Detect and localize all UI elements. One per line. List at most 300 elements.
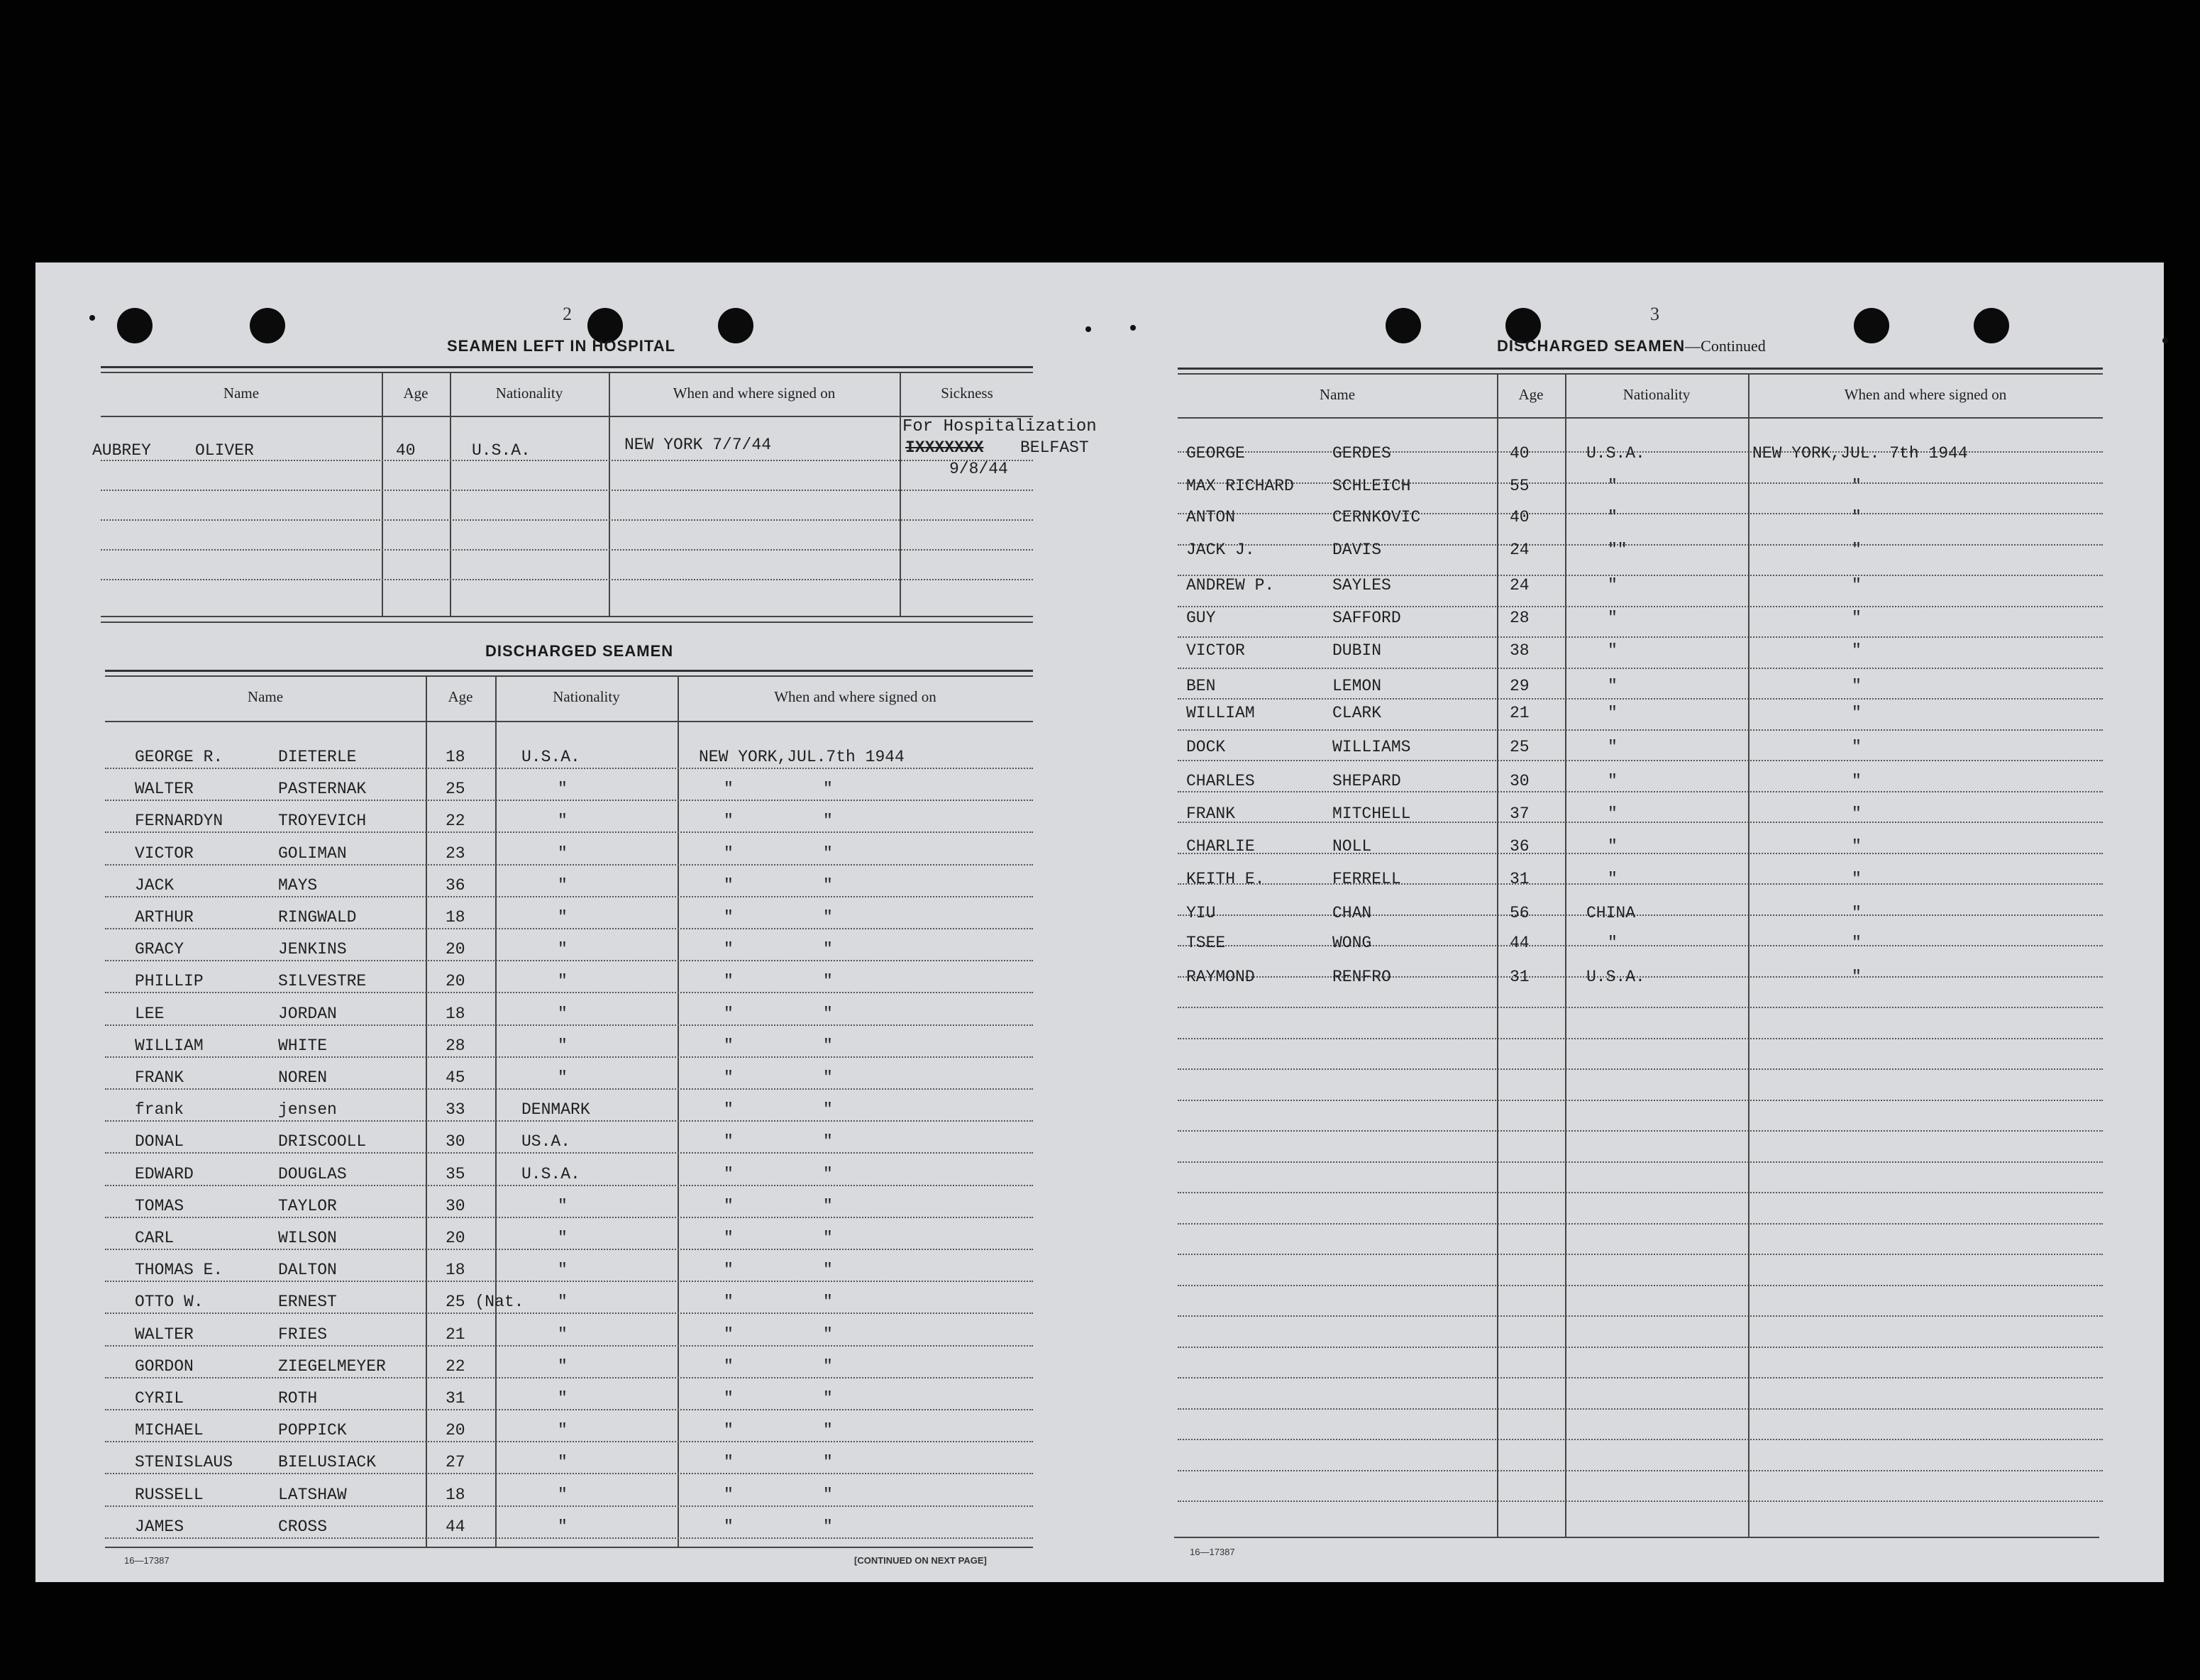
seaman-age: 23 <box>446 844 465 863</box>
row-line <box>105 1537 1033 1539</box>
signed-on: " <box>724 780 734 799</box>
signed-on: " <box>724 1068 734 1087</box>
row-line <box>1178 822 2103 823</box>
seaman-first-name: VICTOR <box>135 844 194 863</box>
signed-on-ditto: " <box>823 780 833 799</box>
seaman-nationality: " <box>558 908 568 927</box>
seaman-last-name: CERNKOVIC <box>1332 508 1421 526</box>
seaman-first-name: WALTER <box>135 1325 194 1344</box>
row-line <box>105 992 1033 993</box>
seaman-nationality: " <box>1608 704 1618 722</box>
seaman-first-name: BEN <box>1186 677 1216 695</box>
seaman-first-name: GEORGE R. <box>135 748 223 766</box>
row-line <box>105 1473 1033 1474</box>
signed-on: " <box>724 1485 734 1504</box>
seaman-first-name: ANDREW P. <box>1186 576 1275 595</box>
table-rule <box>105 670 1033 672</box>
signed-on-ditto: " <box>823 1421 833 1440</box>
seaman-nationality: " <box>558 1485 568 1504</box>
section-title-text: DISCHARGED SEAMEN <box>1497 337 1686 355</box>
signed-on-ditto: " <box>823 812 833 831</box>
seaman-age: 30 <box>446 1196 465 1215</box>
seaman-last-name: GOLIMAN <box>278 844 347 863</box>
seaman-last-name: DOUGLAS <box>278 1164 347 1183</box>
signed-on: " <box>1852 508 1862 526</box>
row-line <box>1178 668 2103 669</box>
signed-on-ditto: " <box>823 1389 833 1408</box>
seaman-age: 21 <box>1510 704 1530 722</box>
seaman-nationality: " <box>558 1453 568 1472</box>
row-line <box>1178 791 2103 792</box>
signed-on: " <box>1852 805 1862 823</box>
row-line <box>105 831 1033 833</box>
seaman-age: 20 <box>446 1229 465 1247</box>
column-divider <box>495 675 497 1547</box>
seaman-age: 35 <box>446 1164 465 1183</box>
column-divider <box>1565 373 1566 1537</box>
seaman-first-name: FRANK <box>135 1068 184 1087</box>
punch-hole <box>718 308 753 343</box>
row-line <box>105 1409 1033 1410</box>
seaman-last-name: DUBIN <box>1332 641 1382 660</box>
signed-on: " <box>724 1229 734 1247</box>
seaman-first-name: FERNARDYN <box>135 812 223 831</box>
row-line <box>1178 606 2103 607</box>
seaman-first-name: frank <box>135 1100 184 1120</box>
seaman-nationality: U.S.A. <box>472 441 531 460</box>
signed-on-ditto: " <box>823 1164 833 1183</box>
page-number: 3 <box>1650 304 1659 324</box>
signed-on-ditto: " <box>823 972 833 991</box>
sickness-place: BELFAST <box>1020 438 1089 457</box>
seaman-last-name: RINGWALD <box>278 908 357 927</box>
punch-hole <box>117 308 153 343</box>
seaman-first-name: DONAL <box>135 1132 184 1151</box>
table-rule <box>1174 1537 2099 1538</box>
row-line <box>105 960 1033 961</box>
seaman-age: 30 <box>446 1132 465 1151</box>
seaman-last-name: WILSON <box>278 1229 337 1247</box>
column-divider <box>1497 373 1498 1537</box>
seaman-age: 22 <box>446 812 465 831</box>
seaman-age: 45 <box>446 1068 465 1087</box>
seaman-last-name: DRISCOOLL <box>278 1132 367 1151</box>
seaman-age: 18 <box>446 1004 465 1023</box>
seaman-nationality: " <box>558 1036 568 1055</box>
seaman-age: 40 <box>1510 444 1530 463</box>
row-line <box>1178 1068 2103 1070</box>
seaman-last-name: WONG <box>1332 934 1372 952</box>
seaman-first-name: RUSSELL <box>135 1485 204 1504</box>
row-line <box>105 1024 1033 1026</box>
seaman-first-name: CARL <box>135 1229 175 1247</box>
signed-on: " <box>1852 904 1862 922</box>
table-rule <box>101 366 1033 368</box>
table-rule <box>105 675 1033 677</box>
seaman-nationality: U.S.A. <box>1586 968 1645 986</box>
seaman-nationality: " <box>558 1517 568 1536</box>
column-header: Nationality <box>495 385 563 402</box>
seaman-last-name: JENKINS <box>278 940 347 959</box>
seaman-first-name: ANTON <box>1186 508 1236 526</box>
section-title-suffix: —Continued <box>1685 337 1766 355</box>
table-rule <box>1178 417 2103 419</box>
row-line <box>1178 1408 2103 1410</box>
row-line <box>105 1056 1033 1058</box>
seaman-age: 22 <box>446 1356 465 1376</box>
row-line <box>105 1441 1033 1442</box>
seaman-first-name: RAYMOND <box>1186 968 1255 986</box>
signed-on-ditto: " <box>823 1036 833 1055</box>
seaman-age: 27 <box>446 1453 465 1472</box>
row-line <box>101 519 1033 521</box>
seaman-age: 24 <box>1510 541 1530 559</box>
signed-on: " <box>724 1389 734 1408</box>
signed-on-ditto: " <box>823 1517 833 1536</box>
section-title: DISCHARGED SEAMEN <box>485 642 674 660</box>
row-line <box>105 1088 1033 1090</box>
row-line <box>1178 853 2103 854</box>
seaman-nationality: " <box>558 1261 568 1280</box>
signed-on: " <box>724 908 734 927</box>
row-line <box>1178 729 2103 731</box>
ink-speck <box>1085 326 1091 332</box>
signed-on: " <box>1852 968 1862 986</box>
row-line <box>105 1377 1033 1378</box>
signed-on: " <box>1852 738 1862 756</box>
seaman-last-name: LATSHAW <box>278 1485 347 1504</box>
row-line <box>1178 513 2103 514</box>
seaman-last-name: CHAN <box>1332 904 1372 922</box>
punch-hole <box>1854 308 1889 343</box>
signed-on-ditto: " <box>823 1068 833 1087</box>
seaman-last-name: WHITE <box>278 1036 328 1055</box>
row-line <box>1178 482 2103 484</box>
seaman-last-name: MAYS <box>278 875 318 895</box>
seaman-age: 55 <box>1510 477 1530 495</box>
punch-hole <box>1386 308 1421 343</box>
column-header: Age <box>1518 386 1544 403</box>
sickness-text: For Hospitalization <box>902 417 1097 436</box>
seaman-first-name: VICTOR <box>1186 641 1245 660</box>
seaman-nationality: " <box>558 812 568 831</box>
signed-on: " <box>724 1164 734 1183</box>
seaman-age: 33 <box>446 1100 465 1120</box>
seaman-nationality: " <box>1608 738 1618 756</box>
seaman-age: 20 <box>446 940 465 959</box>
seaman-first-name: OTTO W. <box>135 1293 204 1312</box>
row-line <box>1178 1100 2103 1101</box>
seaman-last-name: FRIES <box>278 1325 328 1344</box>
seaman-age: 44 <box>446 1517 465 1536</box>
row-line <box>105 1217 1033 1218</box>
row-line <box>1178 1315 2103 1317</box>
seaman-last-name: ROTH <box>278 1389 318 1408</box>
row-line <box>1178 1007 2103 1008</box>
table-rule <box>101 372 1033 373</box>
seaman-last-name: jensen <box>278 1100 337 1120</box>
seaman-nationality: "" <box>1608 541 1627 559</box>
seaman-age: 36 <box>446 875 465 895</box>
signed-on-ditto: " <box>823 1356 833 1376</box>
row-line <box>101 460 1033 461</box>
seaman-first-name: LEE <box>135 1004 165 1023</box>
signed-on-ditto: " <box>823 1229 833 1247</box>
signed-on: " <box>724 1036 734 1055</box>
seaman-last-name: JORDAN <box>278 1004 337 1023</box>
seaman-first-name: JACK <box>135 875 175 895</box>
row-line <box>1178 1161 2103 1163</box>
seaman-nationality: " <box>1608 641 1618 660</box>
signed-on-ditto: " <box>823 1293 833 1312</box>
row-line <box>1178 945 2103 946</box>
sickness-struck-text: IXXXXXXX <box>905 438 984 457</box>
row-line <box>1178 1285 2103 1286</box>
seaman-nationality: " <box>558 1068 568 1087</box>
column-header: Age <box>403 385 429 402</box>
seaman-last-name: LEMON <box>1332 677 1382 695</box>
row-line <box>1178 914 2103 916</box>
seaman-first-name: THOMAS E. <box>135 1261 223 1280</box>
signed-on: NEW YORK,JUL. 7th 1944 <box>1752 444 1968 463</box>
signed-on: " <box>1852 609 1862 627</box>
seaman-last-name: ERNEST <box>278 1293 337 1312</box>
seaman-last-name: TAYLOR <box>278 1196 337 1215</box>
seaman-age: 31 <box>1510 870 1530 888</box>
signed-on-ditto: " <box>823 844 833 863</box>
seaman-first-name: EDWARD <box>135 1164 194 1183</box>
signed-on: " <box>1852 837 1862 856</box>
column-header: Age <box>448 688 473 705</box>
signed-on-ditto: " <box>823 1004 833 1023</box>
column-header: When and where signed on <box>673 385 836 402</box>
table-rule <box>101 621 1033 623</box>
form-number: 16—17387 <box>124 1555 170 1566</box>
seaman-nationality: " <box>558 875 568 895</box>
seaman-nationality: " <box>1608 609 1618 627</box>
signed-on: " <box>1852 772 1862 790</box>
seaman-last-name: NOREN <box>278 1068 328 1087</box>
seaman-last-name: SILVESTRE <box>278 972 367 991</box>
seaman-nationality: " <box>558 1325 568 1344</box>
seaman-age: 25 <box>1510 738 1530 756</box>
seaman-first-name: JACK J. <box>1186 541 1255 559</box>
seaman-first-name: TSEE <box>1186 934 1226 952</box>
seaman-nationality: " <box>1608 934 1618 952</box>
signed-on: " <box>1852 541 1862 559</box>
signed-on: " <box>724 972 734 991</box>
seaman-nationality: " <box>558 1196 568 1215</box>
seaman-nationality: US.A. <box>521 1132 571 1151</box>
seaman-nationality: " <box>558 940 568 959</box>
seaman-nationality: " <box>558 780 568 799</box>
row-line <box>1178 698 2103 700</box>
row-line <box>1178 1501 2103 1502</box>
seaman-first-name: GUY <box>1186 609 1216 627</box>
table-rule <box>105 721 1033 722</box>
seaman-age: 56 <box>1510 904 1530 922</box>
seaman-last-name: SAFFORD <box>1332 609 1401 627</box>
seaman-age: 29 <box>1510 677 1530 695</box>
seaman-first-name: CYRIL <box>135 1389 184 1408</box>
row-line <box>1178 1254 2103 1255</box>
signed-on: " <box>724 1356 734 1376</box>
seaman-nationality: U.S.A. <box>521 1164 580 1183</box>
table-rule <box>105 1547 1033 1548</box>
seaman-nationality: " <box>558 1421 568 1440</box>
seaman-first-name: CHARLES <box>1186 772 1255 790</box>
signed-on: " <box>724 1132 734 1151</box>
seaman-last-name: DIETERLE <box>278 748 357 766</box>
seaman-first-name: YIU <box>1186 904 1216 922</box>
signed-on: " <box>1852 641 1862 660</box>
punch-hole <box>250 308 285 343</box>
seaman-first-name: CHARLIE <box>1186 837 1255 856</box>
signed-on-ditto: " <box>823 1100 833 1120</box>
seaman-nationality: CHINA <box>1586 904 1636 922</box>
row-line <box>1178 1377 2103 1378</box>
row-line <box>105 1120 1033 1122</box>
row-line <box>1178 1347 2103 1348</box>
column-divider <box>1748 373 1750 1537</box>
row-line <box>1178 544 2103 546</box>
row-line <box>1178 1470 2103 1471</box>
signed-on: " <box>724 1421 734 1440</box>
seaman-last-name: OLIVER <box>195 441 254 460</box>
seaman-age: 28 <box>446 1036 465 1055</box>
signed-on: " <box>724 875 734 895</box>
seaman-last-name: TROYEVICH <box>278 812 367 831</box>
seaman-first-name: TOMAS <box>135 1196 184 1215</box>
row-line <box>101 579 1033 580</box>
column-header: Name <box>247 688 284 705</box>
row-line <box>105 928 1033 929</box>
page-number: 2 <box>563 304 572 324</box>
signed-on: " <box>1852 576 1862 595</box>
seaman-last-name: POPPICK <box>278 1421 347 1440</box>
seaman-last-name: GERDES <box>1332 444 1391 463</box>
signed-on: " <box>724 940 734 959</box>
seaman-nationality: " <box>558 844 568 863</box>
seaman-last-name: MITCHELL <box>1332 805 1411 823</box>
signed-on: NEW YORK,JUL.7th 1944 <box>699 748 905 766</box>
seaman-nationality: " <box>1608 677 1618 695</box>
seaman-first-name: AUBREY <box>92 441 151 460</box>
seaman-age: 36 <box>1510 837 1530 856</box>
row-line <box>105 1281 1033 1282</box>
column-header: Name <box>223 385 260 402</box>
seaman-first-name: FRANK <box>1186 805 1236 823</box>
seaman-first-name: WALTER <box>135 780 194 799</box>
row-line <box>105 864 1033 866</box>
seaman-age: 40 <box>1510 508 1530 526</box>
column-divider <box>900 372 901 617</box>
seaman-age: 18 <box>446 748 465 766</box>
signed-on-ditto: " <box>823 1325 833 1344</box>
seaman-last-name: DALTON <box>278 1261 337 1280</box>
seaman-first-name: ARTHUR <box>135 908 194 927</box>
row-line <box>1178 575 2103 576</box>
continued-note: [CONTINUED ON NEXT PAGE] <box>854 1555 987 1566</box>
signed-on: " <box>724 812 734 831</box>
ink-speck <box>2162 338 2168 343</box>
form-number: 16—17387 <box>1190 1547 1235 1557</box>
row-line <box>105 896 1033 897</box>
seaman-first-name: STENISLAUS <box>135 1453 233 1472</box>
ink-speck <box>89 315 95 321</box>
seaman-last-name: DAVIS <box>1332 541 1382 559</box>
seaman-nationality: " <box>1608 576 1618 595</box>
sickness-date: 9/8/44 <box>949 460 1008 478</box>
seaman-last-name: ZIEGELMEYER <box>278 1356 386 1376</box>
signed-on: " <box>724 1100 734 1120</box>
table-rule <box>101 616 1033 617</box>
column-divider <box>450 372 451 617</box>
seaman-age: 18 <box>446 1485 465 1504</box>
seaman-last-name: SHEPARD <box>1332 772 1401 790</box>
section-title: SEAMEN LEFT IN HOSPITAL <box>447 337 676 355</box>
row-line <box>105 1249 1033 1250</box>
seaman-first-name: WILLIAM <box>1186 704 1255 722</box>
signed-on: " <box>1852 870 1862 888</box>
column-divider <box>426 675 427 1547</box>
signed-on: NEW YORK 7/7/44 <box>624 436 772 454</box>
seaman-nationality: " <box>558 1293 568 1312</box>
column-divider <box>382 372 383 617</box>
signed-on-ditto: " <box>823 1261 833 1280</box>
column-header: Sickness <box>941 385 993 402</box>
seaman-first-name: KEITH E. <box>1186 870 1265 888</box>
punch-hole <box>1974 308 2009 343</box>
seaman-nationality: " <box>1608 870 1618 888</box>
seaman-last-name: SAYLES <box>1332 576 1391 595</box>
seaman-last-name: FERRELL <box>1332 870 1401 888</box>
seaman-first-name: PHILLIP <box>135 972 204 991</box>
seaman-nationality: U.S.A. <box>1586 444 1645 463</box>
seaman-age: 21 <box>446 1325 465 1344</box>
signed-on-ditto: " <box>823 1196 833 1215</box>
row-line <box>105 1505 1033 1507</box>
seaman-age: 25 <box>446 780 465 799</box>
seaman-last-name: WILLIAMS <box>1332 738 1411 756</box>
signed-on-ditto: " <box>823 1453 833 1472</box>
signed-on: " <box>724 844 734 863</box>
row-line <box>105 1345 1033 1347</box>
row-line <box>101 490 1033 491</box>
signed-on: " <box>724 1004 734 1023</box>
section-title <box>1497 337 1766 355</box>
signed-on: " <box>1852 477 1862 495</box>
row-line <box>1178 1130 2103 1132</box>
seaman-first-name: GEORGE <box>1186 444 1245 463</box>
signed-on-ditto: " <box>823 940 833 959</box>
seaman-age: 38 <box>1510 641 1530 660</box>
signed-on: " <box>724 1325 734 1344</box>
seaman-nationality: " <box>1608 477 1618 495</box>
ink-speck <box>1130 325 1136 331</box>
table-rule <box>1178 368 2103 370</box>
signed-on: " <box>724 1196 734 1215</box>
seaman-nationality: " <box>1608 772 1618 790</box>
seaman-first-name: GORDON <box>135 1356 194 1376</box>
seaman-first-name: MAX RICHARD <box>1186 477 1294 495</box>
seaman-nationality: " <box>558 1356 568 1376</box>
signed-on: " <box>724 1293 734 1312</box>
seaman-age: 20 <box>446 1421 465 1440</box>
signed-on: " <box>724 1261 734 1280</box>
row-line <box>105 1152 1033 1154</box>
seaman-age: 44 <box>1510 934 1530 952</box>
